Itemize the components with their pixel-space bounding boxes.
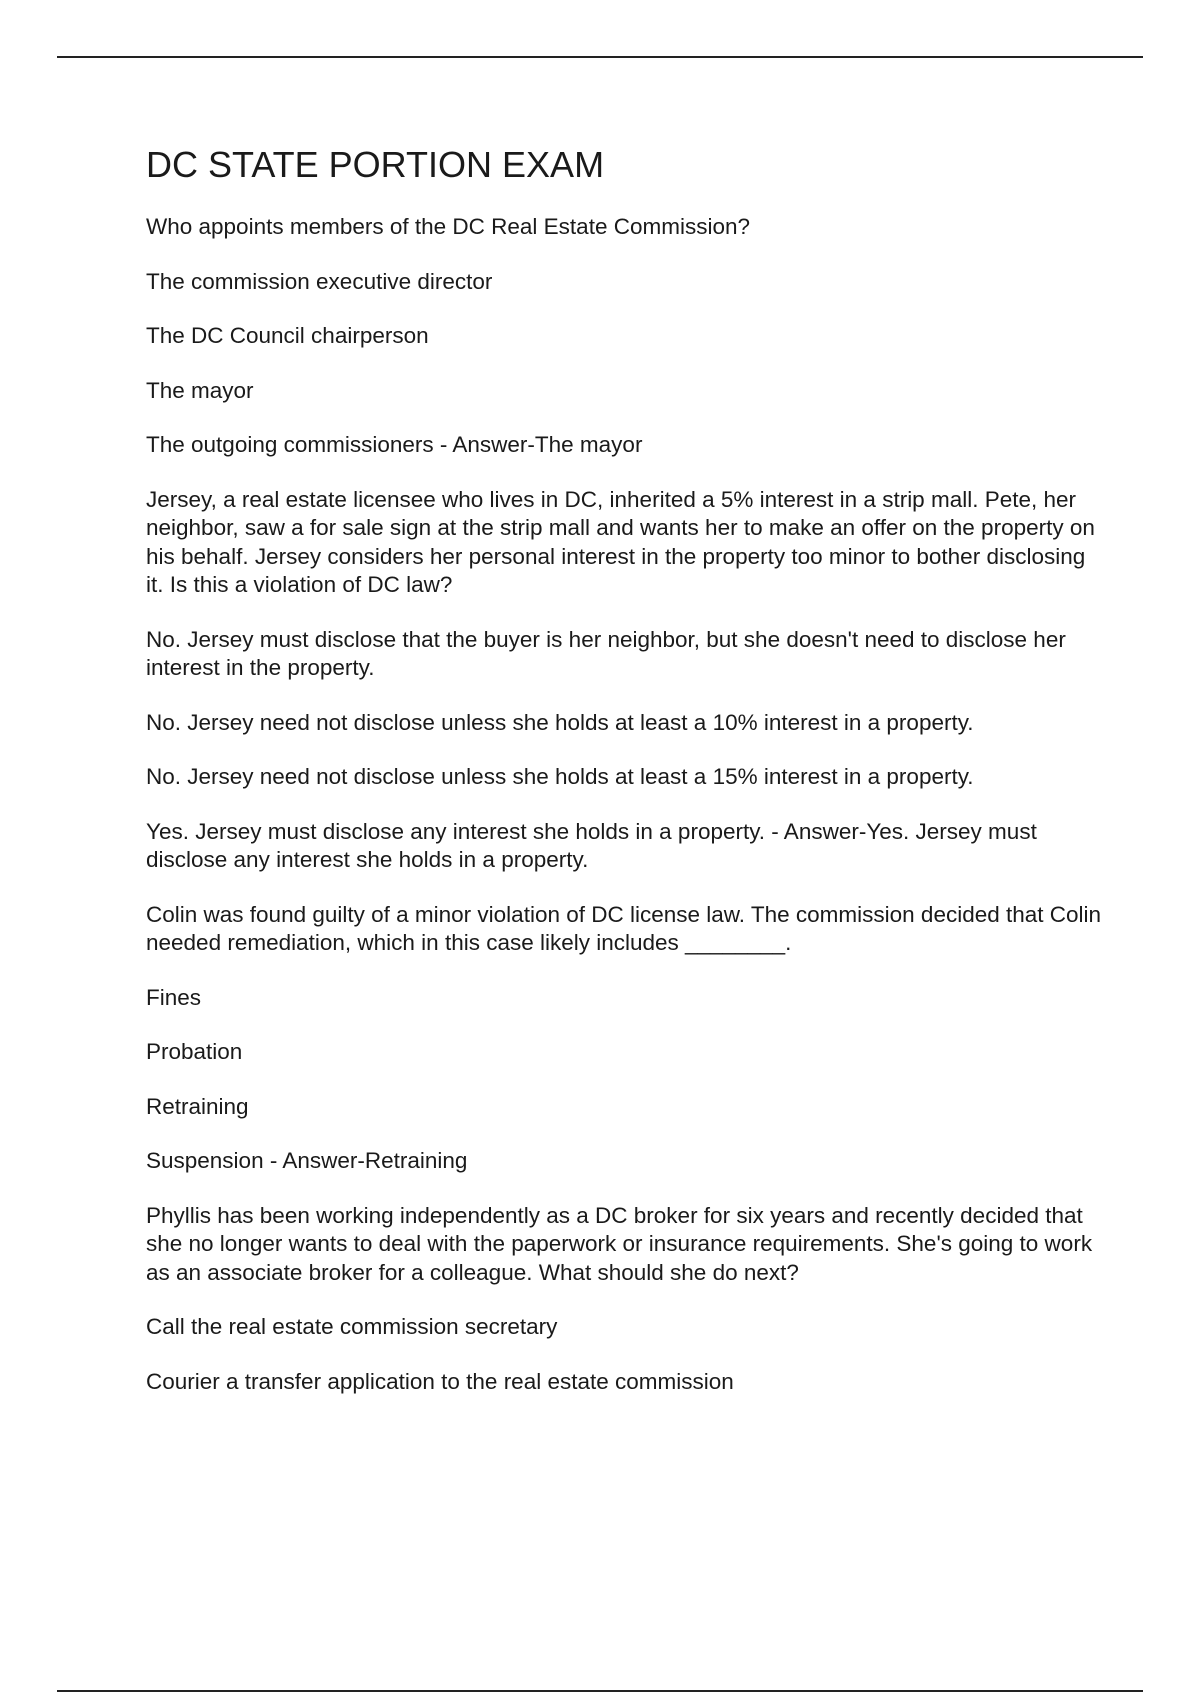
question-2: Jersey, a real estate licensee who lives in DC, inherited a 5% interest in a strip mall. Pete, her neighbor, saw a for sale sign at the strip mall and wants her to make an offer on the property on his behalf. Jersey considers her personal interest in the property too minor to bother disclosing it. Is this a violation of DC law? [146,486,1095,597]
question-1-option-a: The commission executive director [146,268,493,294]
bottom-rule [57,1690,1143,1692]
question-3: Colin was found guilty of a minor violation of DC license law. The commission decided that Colin needed remediation, which in this case likely includes ________. [146,901,1102,955]
question-4-option-a: Call the real estate commission secretary [146,1314,558,1339]
question-1-option-c: The mayor [146,377,254,403]
question-1-option-d-answer: The outgoing commissioners - Answer-The mayor [146,432,643,457]
question-3-option-d-answer: Suspension - Answer-Retraining [146,1148,468,1173]
question-4-option-b: Courier a transfer application to the real estate commission [146,1368,734,1394]
question-3-option-a: Fines [146,984,202,1010]
question-2-option-d-answer: Yes. Jersey must disclose any interest she holds in a property. - Answer-Yes. Jersey must disclose any interest she holds in a property. [146,818,1037,872]
question-3-option-c: Retraining [146,1093,249,1119]
question-2-option-b: No. Jersey need not disclose unless she holds at least a 10% interest in a property. [146,709,974,735]
top-rule [57,56,1143,58]
document-title: DC STATE PORTION EXAM [146,144,605,185]
question-1-option-b: The DC Council chairperson [146,323,429,348]
question-2-option-c: No. Jersey need not disclose unless she holds at least a 15% interest in a property. [146,764,974,789]
document-body [146,142,1106,1422]
question-2-option-a: No. Jersey must disclose that the buyer is her neighbor, but she doesn't need to disclose her interest in the property. [146,626,1066,680]
question-1: Who appoints members of the DC Real Estate Commission? [146,214,750,239]
question-4: Phyllis has been working independently as a DC broker for six years and recently decided that she no longer wants to deal with the paperwork or insurance requirements. She's going to work as an associate broker for a colleague. What should she do next? [146,1202,1093,1285]
question-3-option-b: Probation [146,1039,243,1064]
